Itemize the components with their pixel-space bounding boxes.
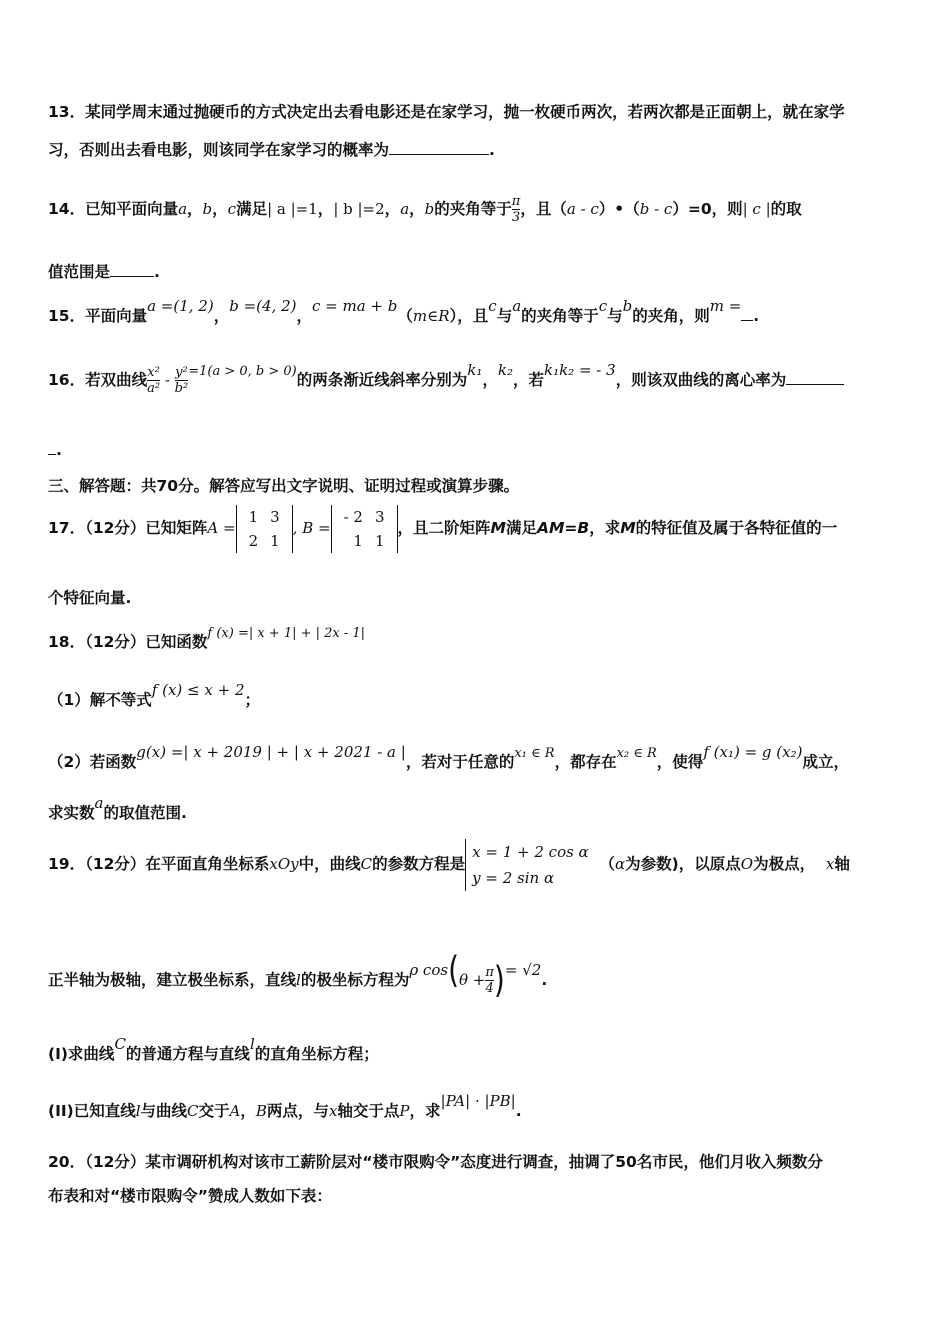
- q13-line1: 13．某同学周末通过抛硬币的方式决定出去看电影还是在家学习，抛一枚硬币两次，若两次都是正面朝上，就在家学: [48, 103, 845, 121]
- q20-line1: 20．（12分）某市调研机构对该市工薪阶层对“楼市限购令”态度进行调查，抽调了50名市民，他们月收入频数分: [48, 1153, 823, 1171]
- a-minus-c: a - c: [566, 200, 599, 218]
- q17-t6: 的特征值及属于各特征值的一: [635, 519, 838, 537]
- q14-t4: ）=0，则: [672, 200, 743, 218]
- q16-t1: 的两条渐近线斜率分别为: [296, 371, 468, 389]
- q17-t3: 满足: [505, 519, 537, 537]
- q18-part1: [48, 680, 260, 720]
- matrix-m-2: M: [620, 519, 636, 537]
- pi-over-3: $\frac{\pi}{3}$: [511, 194, 521, 225]
- q14-line2-text: 值范围是: [48, 263, 111, 281]
- inequality: f (x) ≤ x + 2: [151, 681, 245, 699]
- q13-end: .: [489, 141, 495, 159]
- q18-t1: ，若对于任意的: [405, 753, 515, 771]
- q14-t5: 的取: [770, 200, 802, 218]
- x1-in-r: x₁ ∈ R: [514, 746, 555, 761]
- q18-t3: ，使得: [656, 753, 704, 771]
- q14-t2: 的夹角等于: [434, 200, 512, 218]
- line-l: l: [249, 1035, 255, 1053]
- answer-blank: [48, 440, 56, 455]
- vec-c: c: [488, 297, 497, 315]
- q17-t1: ，且二阶矩阵: [397, 519, 491, 537]
- q18-p1-end: ；: [244, 691, 261, 709]
- q19-t5: 为极点，: [753, 855, 816, 873]
- q18-line1: [48, 622, 365, 664]
- q16-t2: ，若: [512, 371, 544, 389]
- vec-a: a: [512, 297, 522, 315]
- q19-ii-t5: ，求: [409, 1102, 441, 1120]
- point-p: P: [399, 1102, 410, 1120]
- q16-line2: [48, 440, 62, 460]
- vec-b-2: b: [424, 200, 435, 218]
- q19-ii-t3: 两点，与: [266, 1102, 329, 1120]
- pi-over-4: $\frac{\pi}{4}$: [485, 965, 494, 996]
- line-l: l: [135, 1102, 141, 1120]
- alpha: α: [615, 855, 626, 873]
- vec-a-2: a: [400, 200, 410, 218]
- q18-line3-b: 的取值范围.: [103, 804, 187, 822]
- line-l: l: [296, 971, 301, 989]
- q19-i-label: (I)求曲线: [48, 1045, 115, 1063]
- q18-t4: 成立，: [802, 753, 849, 771]
- section-heading: 三、解答题：共70分。解答应写出文字说明、证明过程或演算步骤。: [48, 477, 520, 495]
- xoy: xOy: [269, 855, 299, 873]
- x2-over-a2: $\frac{\text{x²}}{\text{a²}}$: [147, 365, 161, 396]
- a-def: a =(1, 2): [147, 297, 214, 315]
- matrix-m: M: [490, 519, 506, 537]
- q14-t1: 满足: [236, 200, 268, 218]
- q19-ii-end: .: [515, 1102, 522, 1120]
- k2: k₂: [497, 361, 513, 379]
- q19-ii-t4: 轴交于点: [337, 1102, 400, 1120]
- vec-a: a: [178, 200, 188, 218]
- origin-o: O: [740, 855, 754, 873]
- theta-plus: θ +: [459, 971, 486, 989]
- q18-part2: [48, 742, 849, 784]
- q19-t2: 的参数方程是: [372, 855, 466, 873]
- c-def: c = ma + b: [311, 297, 398, 315]
- eq-sqrt2: = √2: [504, 961, 542, 979]
- matrix-b: - 2 3 1 1: [331, 505, 398, 553]
- matrix-a-label: A =: [207, 519, 236, 537]
- b-def: b =(4, 2): [229, 297, 297, 315]
- q15-t2: 与: [496, 307, 513, 325]
- q17-t5: ，求: [589, 519, 621, 537]
- abs-a: | a |=1: [267, 200, 318, 218]
- k-product: k₁k₂ = - 3: [543, 361, 616, 379]
- q14-line2: [48, 262, 160, 282]
- q19-prefix: 19．（12分）在平面直角坐标系: [48, 855, 270, 873]
- f-definition: f (x) =| x + 1| + | 2x - 1|: [207, 626, 366, 641]
- answer-blank: [389, 140, 489, 155]
- abs-c: | c |: [742, 200, 771, 218]
- curve-c: C: [360, 855, 373, 873]
- q18-p1-label: （1）解不等式: [48, 691, 152, 709]
- q15-line: 15．平面向量a =(1, 2)，b =(4, 2)，c = ma + b（m∈R），且c与a的夹角等于c与b的夹角，则m =.: [48, 297, 760, 325]
- separator: ，: [240, 1102, 256, 1120]
- pa-times-pb: |PA| · |PB|: [440, 1092, 516, 1110]
- hyperbola-condition: =1(a > 0, b > 0): [188, 364, 297, 379]
- m-eq: m =: [709, 297, 742, 315]
- answer-blank: [741, 306, 753, 321]
- parametric-equations: x = 1 + 2 cos α y = 2 sin α: [465, 839, 589, 891]
- q14-dot: ）•（: [598, 200, 640, 218]
- q17-prefix: 17．（12分）已知矩阵: [48, 519, 208, 537]
- g-definition: g(x) =| x + 2019 | + | x + 2021 - a |: [136, 743, 406, 761]
- q20-line2: 布表和对“楼市限购令”赞成人数如下表：: [48, 1187, 332, 1205]
- q15-t3: 的夹角等于: [521, 307, 599, 325]
- q18-line3-a: 求实数: [48, 804, 95, 822]
- q15-t2b: 与: [607, 307, 623, 325]
- am-eq-b: AM=B: [536, 519, 590, 537]
- q16-prefix: 16．若双曲线: [48, 371, 148, 389]
- q13-line2: [48, 140, 495, 160]
- rho-cos: ρ cos: [409, 961, 449, 979]
- q18-line3: [48, 794, 187, 828]
- q16-end: .: [56, 441, 62, 459]
- q19-i-t1: 的普通方程与直线: [125, 1045, 250, 1063]
- vec-c-2: c: [598, 297, 608, 315]
- q19-t1: 中，曲线: [298, 855, 361, 873]
- vec-b: b: [622, 297, 633, 315]
- q19-ii-t1: 与曲线: [140, 1102, 188, 1120]
- q17-line1: [48, 500, 837, 556]
- q19-t3: （: [599, 855, 616, 873]
- q16-t3: ，则该双曲线的离心率为: [615, 371, 787, 389]
- vec-b: b: [202, 200, 213, 218]
- m-in-r: m∈R: [412, 307, 450, 325]
- q18-p2-label: （2）若函数: [48, 753, 137, 771]
- q19-end: .: [541, 971, 548, 989]
- point-a: A: [229, 1102, 241, 1120]
- matrix-a: 1 3 2 1: [236, 505, 293, 553]
- b-minus-c: b - c: [639, 200, 673, 218]
- answer-blank: [110, 262, 154, 277]
- f-eq-g: f (x₁) = g (x₂): [703, 743, 803, 761]
- q15-end: .: [753, 307, 760, 325]
- q15-prefix: 15．平面向量: [48, 307, 148, 325]
- y2-over-b2: $\frac{\text{y²}}{\text{b²}}$: [174, 365, 189, 396]
- q14-t3: ，且（: [520, 200, 567, 218]
- q14-line1: 14．已知平面向量a，b，c满足| a |=1，| b |=2，a，b的夹角等于 $\frac{\pi}{3}$ ，且（a - c）•（b - c）=0，则| c |的取: [48, 194, 802, 225]
- abs-b: | b |=2: [333, 200, 385, 218]
- q19-part1: [48, 1036, 379, 1072]
- q19-line2b: 的极坐标方程为: [300, 971, 410, 989]
- q14-end: .: [154, 263, 160, 281]
- q16-line: 16．若双曲线 $\frac{\text{x²}}{\text{a²}}$ - $\frac{\text{y²}}{\text{b²}}$ $^{=1(a > 0, b > 0)}$的两条渐近线斜率分别为k₁，k₂，若k₁k₂ = - 3，则该双曲线的离心率为: [48, 360, 844, 402]
- k1: k₁: [467, 361, 483, 379]
- q15-t4: 的夹角，则: [632, 307, 710, 325]
- q19-ii-t2: 交于: [198, 1102, 230, 1120]
- x2-in-r: x₂ ∈ R: [616, 746, 657, 761]
- q14-prefix: 14．已知平面向量: [48, 200, 179, 218]
- q19-t4: 为参数)，以原点: [625, 855, 741, 873]
- q19-line2-text: 正半轴为极轴，建立极坐标系，直线: [48, 971, 297, 989]
- q19-line1: [48, 832, 850, 896]
- q19-part2: [48, 1094, 522, 1128]
- point-b: B: [255, 1102, 267, 1120]
- var-a: a: [94, 794, 104, 812]
- q19-t6: 轴: [834, 855, 850, 873]
- q19-ii-label: (II)已知直线: [48, 1102, 136, 1120]
- vec-c: c: [227, 200, 237, 218]
- q19-line2: 正半轴为极轴，建立极坐标系，直线l的极坐标方程为ρ cos(θ + $\frac{\pi}{4}$ )= √2.: [48, 948, 548, 1002]
- q18-t2: ，都存在: [554, 753, 617, 771]
- q15-t1: ，且: [457, 307, 489, 325]
- matrix-b-label: , B =: [292, 519, 331, 537]
- curve-c: C: [114, 1035, 126, 1053]
- answer-blank: [786, 370, 844, 385]
- q18-prefix: 18．（12分）已知函数: [48, 633, 208, 651]
- q17-line2: 个特征向量.: [48, 589, 132, 607]
- q19-i-t2: 的直角坐标方程；: [254, 1045, 379, 1063]
- x-axis: x: [328, 1102, 338, 1120]
- curve-c: C: [187, 1102, 199, 1120]
- q13-text: 习，否则出去看电影，则该同学在家学习的概率为: [48, 141, 390, 159]
- x-axis: x: [825, 855, 835, 873]
